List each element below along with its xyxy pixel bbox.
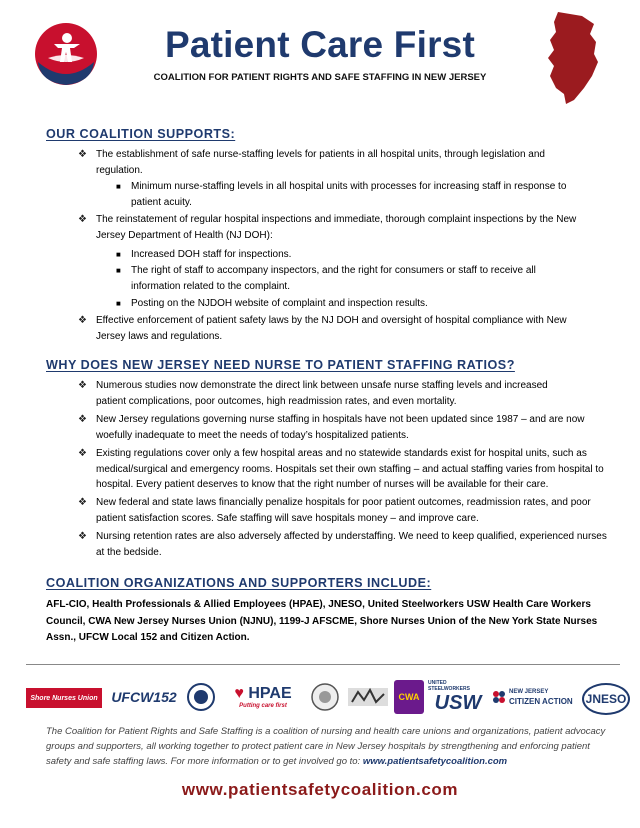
coalition-website-link[interactable]: www.patientsafetycoalition.com [362, 756, 508, 767]
square-bullet-icon: ■ [116, 182, 121, 191]
diamond-bullet-icon: ❖ [78, 315, 87, 326]
list-item: ❖ New Jersey regulations governing nurse staffing in hospitals have not been updated since 1987 – and are now woefully inadequate to meet the needs of today’s hospitalized patients. [78, 414, 585, 441]
square-bullet-icon: ■ [116, 250, 121, 259]
list-item: ❖ Numerous studies now demonstrate the direct link between unsafe nurse staffing levels and increased patient complications, poor outcomes, high readmission rates, and even mortality. [78, 380, 548, 407]
jneso-logo: JNESO [582, 683, 630, 715]
afscme-seal-icon [310, 680, 340, 714]
ufcw-logo: UFCW152 [111, 689, 177, 705]
page-subtitle: COALITION FOR PATIENT RIGHTS AND SAFE STAFFING IN NEW JERSEY [153, 72, 487, 83]
diamond-bullet-icon: ❖ [78, 448, 87, 459]
section-heading-supports: OUR COALITION SUPPORTS: [46, 127, 236, 141]
new-jersey-map-icon [544, 10, 600, 106]
nj-citizen-action-logo: NEW JERSEY CITIZEN ACTION [492, 680, 578, 714]
list-item: ❖ Existing regulations cover only a few hospital areas and no statewide standards exist for hospital units, such as medical/surgical and emergency rooms. Hospitals set their own staffing – and actual staffing varies from hospital to hospital. Every patient deserves to know that the right number of nurses will be available for their care. [78, 448, 604, 491]
list-item: ■ Increased DOH staff for inspections. [116, 247, 586, 263]
diamond-bullet-icon: ❖ [78, 149, 87, 160]
shore-nurses-union-logo: Shore Nurses Union [26, 688, 102, 708]
nurses-union-logo-icon [346, 680, 390, 714]
list-item: ❖ New federal and state laws financially penalize hospitals for poor patient outcomes, readmission rates, and poor patient satisfaction scores. Safe staffing will save hospitals money – and improve care. [78, 497, 591, 524]
usw-logo: UNITED STEELWORKERS USW [428, 679, 482, 714]
diamond-bullet-icon: ❖ [78, 414, 87, 425]
list-item: ❖ Nursing retention rates are also adversely affected by understaffing. We need to keep qualified, experienced nurses at the bedside. [78, 531, 607, 558]
coalition-website-url[interactable]: www.patientsafetycoalition.com [181, 780, 459, 799]
citizen-action-dots-icon [492, 690, 506, 704]
divider [26, 664, 620, 665]
list-item: ❖ The establishment of safe nurse-staffing levels for patients in all hospital units, through legislation and regulation. [78, 149, 545, 176]
header [0, 0, 640, 110]
hpae-logo: ♥ HPAE Putting care first [234, 685, 292, 709]
section-heading-why: WHY DOES NEW JERSEY NEED NURSE TO PATIENT STAFFING RATIOS? [46, 358, 515, 372]
list-item: ■ Minimum nurse-staffing levels in all hospital units with processes for increasing staff in response to patient acuity. [116, 181, 567, 208]
list-item: ❖ The reinstatement of regular hospital inspections and immediate, thorough complaint inspections by the New Jersey Department of Health (NJ DOH): [78, 214, 577, 241]
square-bullet-icon: ■ [116, 266, 121, 275]
list-item: ■ The right of staff to accompany inspectors, and the right for consumers or staff to receive all information related to the complaint. [116, 265, 536, 292]
organizations-list: AFL-CIO, Health Professionals & Allied Employees (HPAE), JNESO, United Steelworkers USW Health Care Workers Council, CWA New Jersey Nurses Union (NJNU), 1199-J AFSCME, Shore Nurses Union of the New York State Nurses Assn., UFCW Local 152 and Citizen Action. [46, 599, 598, 643]
section-heading-organizations: COALITION ORGANIZATIONS AND SUPPORTERS INCLUDE: [46, 576, 432, 590]
hpae-heart-icon: ♥ HPAE [234, 685, 292, 702]
patient-care-first-logo-icon [34, 22, 98, 86]
cwa-logo: CWA [394, 680, 424, 714]
logo-strip [26, 680, 626, 720]
diamond-bullet-icon: ❖ [78, 531, 87, 542]
list-item: ■ Posting on the NJDOH website of complaint and inspection results. [116, 296, 586, 312]
diamond-bullet-icon: ❖ [78, 380, 87, 391]
list-item: ❖ Effective enforcement of patient safety laws by the NJ DOH and oversight of hospital compliance with New Jersey laws and regulations. [78, 315, 567, 342]
afl-cio-seal-icon [186, 680, 216, 714]
diamond-bullet-icon: ❖ [78, 497, 87, 508]
diamond-bullet-icon: ❖ [78, 214, 87, 225]
footer-description: The Coalition for Patient Rights and Safe Staffing is a coalition of nursing and health care unions and organizations, patient advocacy groups and supporters, all working together to protect patient care in New Jersey hospitals by strengthening and enforcing patient safety and safe staffing laws. For more information or to get involved go to: www.patientsafetycoalition.com [46, 726, 606, 767]
page-title: Patient Care First [165, 24, 475, 65]
square-bullet-icon: ■ [116, 299, 121, 308]
